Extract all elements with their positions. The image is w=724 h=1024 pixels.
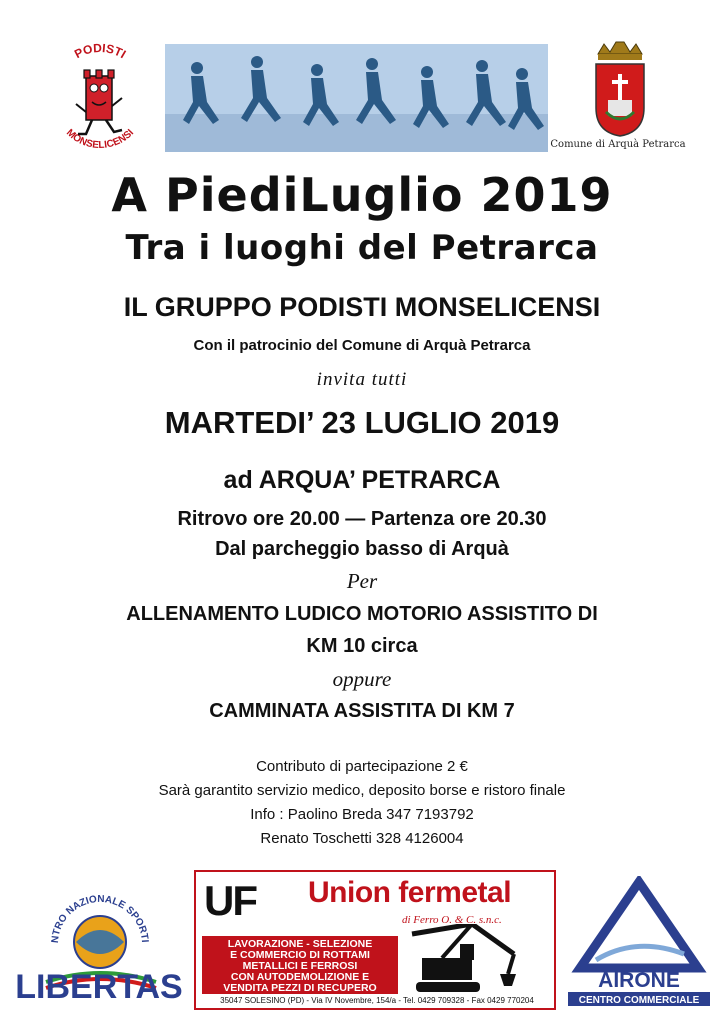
- contact-1: Info : Paolino Breda 347 7193792: [250, 806, 474, 823]
- uf-company-name: Union fermetal: [308, 876, 512, 909]
- uf-line: VENDITA PEZZI DI RECUPERO: [223, 982, 377, 994]
- uf-line: CON AUTODEMOLIZIONE E: [230, 971, 370, 983]
- fee-info: Contributo di partecipazione 2 €: [256, 758, 468, 775]
- airone-name: AIRONE: [598, 969, 680, 992]
- airone-sub: CENTRO COMMERCIALE: [578, 995, 700, 1006]
- meeting-point: Dal parcheggio basso di Arquà: [215, 538, 509, 560]
- organizer: IL GRUPPO PODISTI MONSELICENSI: [123, 292, 601, 322]
- event-date: MARTEDI’ 23 LUGLIO 2019: [164, 405, 560, 440]
- patronage: Con il patrocinio del Comune di Arquà Petrarca: [193, 337, 531, 354]
- union-fermetal-ad: [194, 870, 556, 1010]
- comune-label: Comune di Arquà Petrarca: [550, 139, 686, 150]
- uf-line: E COMMERCIO DI ROTTAMI: [230, 949, 370, 961]
- event-place: ad ARQUA’ PETRARCA: [223, 466, 501, 494]
- uf-line: LAVORAZIONE - SELEZIONE: [227, 938, 373, 950]
- uf-line: METALLICI E FERROSI: [242, 960, 358, 972]
- training-line-2: KM 10 circa: [306, 635, 418, 657]
- comune-crest-logo: [590, 40, 650, 138]
- crest-icon: [590, 40, 650, 138]
- libertas-name: LIBERTAS: [15, 968, 183, 1006]
- walk-option: CAMMINATA ASSISTITA DI KM 7: [209, 700, 515, 722]
- training-line-1: ALLENAMENTO LUDICO MOTORIO ASSISTITO DI: [126, 603, 598, 625]
- podisti-monselicensi-logo: [40, 42, 160, 152]
- event-title: A PiediLuglio 2019: [111, 168, 613, 222]
- running-silhouettes-icon: [165, 44, 548, 152]
- svg-text:PODISTI: [72, 42, 128, 61]
- uf-letters: UF: [204, 877, 256, 924]
- airone-logo: [566, 876, 712, 1008]
- per-text: Per: [346, 569, 378, 593]
- svg-text:MONSELICENSI: [64, 127, 136, 151]
- uf-address: 35047 SOLESINO (PD) - Via IV Novembre, 154/a - Tel. 0429 709328 - Fax 0429 770204: [220, 996, 534, 1005]
- event-times: Ritrovo ore 20.00 — Partenza ore 20.30: [177, 508, 547, 530]
- libertas-arc-text: NTRO NAZIONALE SPORTI: [49, 893, 150, 944]
- uf-company-sub: di Ferro O. & C. s.n.c.: [402, 914, 502, 926]
- podisti-logo-bottom-text: MONSELICENSI: [63, 127, 137, 152]
- contact-2: Renato Toschetti 328 4126004: [260, 830, 464, 847]
- podisti-logo-top-text: PODISTI: [72, 42, 129, 62]
- runners-banner: [165, 44, 548, 152]
- invite-text: invita tutti: [316, 369, 408, 390]
- uf-services-panel: [202, 936, 398, 994]
- or-text: oppure: [332, 667, 392, 691]
- libertas-logo: [6, 878, 192, 1008]
- event-subtitle: Tra i luoghi del Petrarca: [125, 228, 599, 268]
- services-info: Sarà garantito servizio medico, deposito borse e ristoro finale: [158, 782, 566, 799]
- excavator-icon: [402, 924, 550, 996]
